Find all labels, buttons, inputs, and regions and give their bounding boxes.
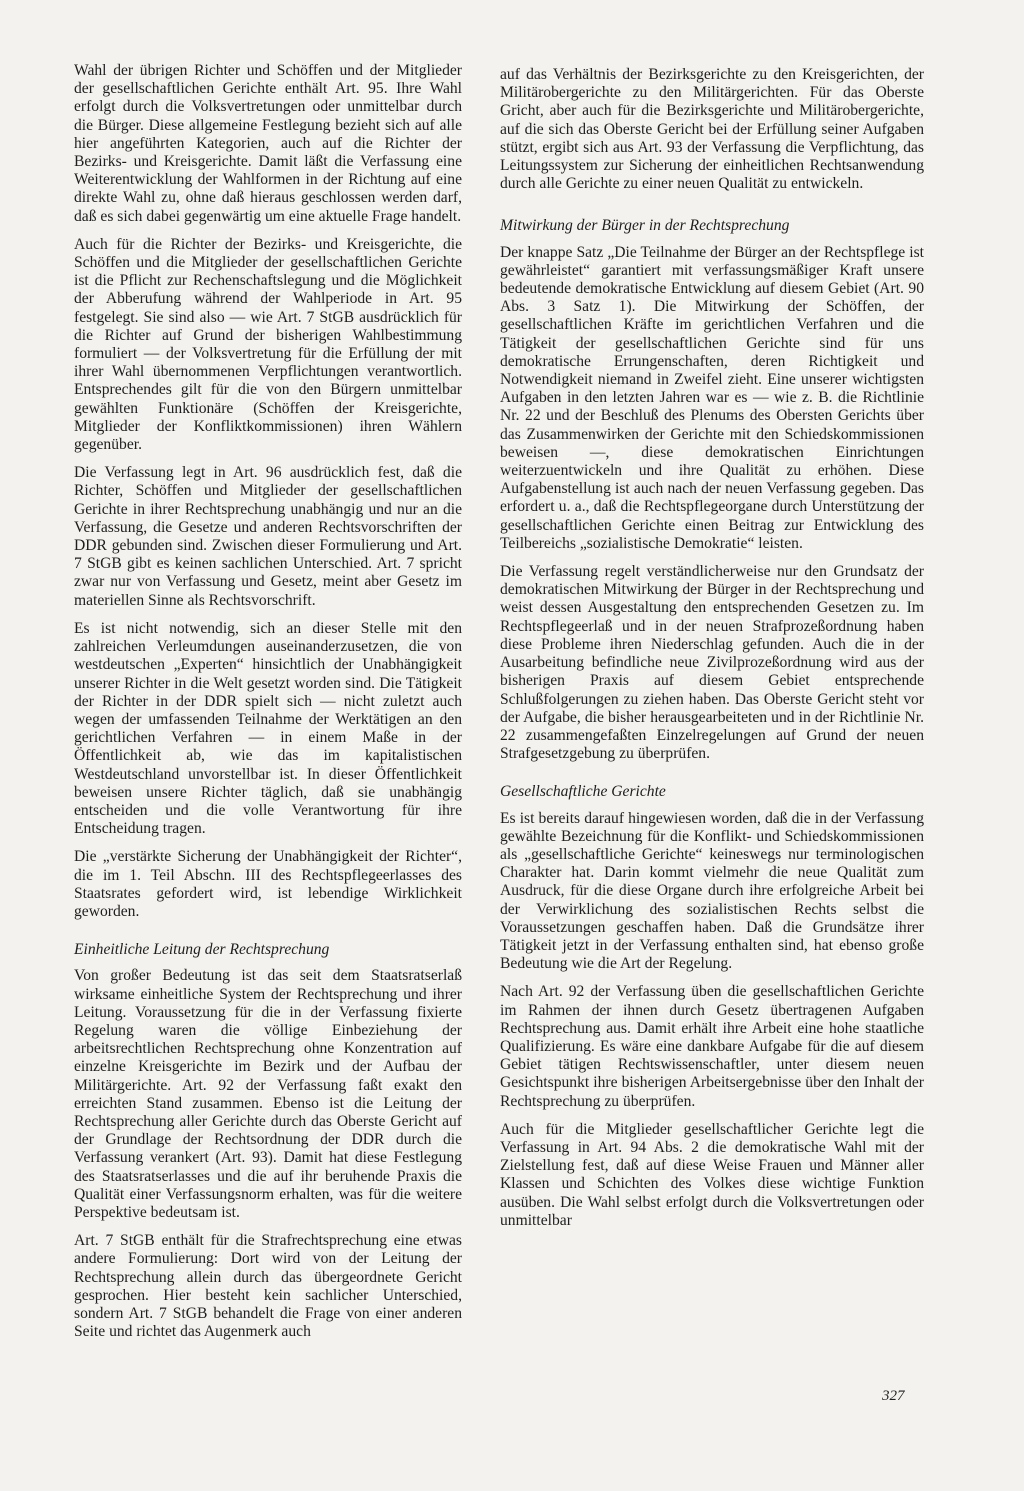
- paragraph: Art. 7 StGB enthält für die Strafrechtsprechung eine etwas andere Formulierung: Dort wird von der Leitung der Rechtsprechung allein durch das übergeordnete Gericht gesprochen. Hier besteht kein sachlicher Unterschied, sondern Art. 7 StGB behandelt die Frage von einer anderen Seite und richtet das Augenmerk auch: [74, 1232, 462, 1341]
- right-column: [500, 66, 924, 1240]
- paragraph: Die Verfassung legt in Art. 96 ausdrücklich fest, daß die Richter, Schöffen und Mitglieder der gesellschaftlichen Gerichte in ihrer Rechtsprechung unabhängig und nur an die Verfassung, die Gesetze und anderen Rechtsvorschriften der DDR gebunden sind. Zwischen dieser Formulierung und Art. 7 StGB gibt es keinen sachlichen Unterschied. Art. 7 spricht zwar nur von Verfassung und Gesetz, meint aber Gesetz im materiellen Sinne als Rechtsvorschrift.: [74, 464, 462, 609]
- left-column: [74, 62, 462, 1351]
- paragraph: Der knappe Satz „Die Teilnahme der Bürger an der Rechtspflege ist gewährleistet“ garantiert mit verfassungsmäßiger Kraft unsere bedeutende demokratische Entwicklung auf diesem Gebiet (Art. 90 Abs. 3 Satz 1). Die Mitwirkung der Schöffen, der gesellschaftlichen Kräfte im gerichtlichen Verfahren und die Tätigkeit der gesellschaftlichen Gerichte sind für uns demokratische Errungenschaften, deren Richtigkeit und Notwendigkeit niemand in Zweifel zieht. Eine unserer wichtigsten Aufgaben in den letzten Jahren war es — wie z. B. die Richtlinie Nr. 22 und der Beschluß des Plenums des Obersten Gerichts über das Zusammenwirken der Gerichte mit den Schiedskommissionen beweisen —, diese demokratischen Einrichtungen weiterzuentwickeln und ihre Qualität zu erhöhen. Diese Aufgabenstellung ist auch nach der neuen Verfassung gegeben. Das erfordert u. a., daß die Rechtspflegeorgane durch Unterstützung der gesellschaftlichen Gerichte einen Beitrag zur Entwicklung des Teilbereichs „sozialistische Demokratie“ leisten.: [500, 243, 924, 552]
- paragraph: Nach Art. 92 der Verfassung üben die gesellschaftlichen Gerichte im Rahmen der ihnen durch Gesetz übertragenen Aufgaben Rechtsprechung aus. Damit erhält ihre Arbeit eine hohe staatliche Qualifizierung. Es wäre eine dankbare Aufgabe für die auf diesem Gebiet tätigen Rechtswissenschaftler, unter diesem neuen Gesichtspunkt ihre bisherigen Arbeitsergebnisse über den Inhalt der Rechtsprechung zu überprüfen.: [500, 983, 924, 1110]
- section-heading: Gesellschaftliche Gerichte: [500, 783, 666, 801]
- section-heading: Mitwirkung der Bürger in der Rechtsprechung: [500, 217, 790, 235]
- section-heading: Einheitliche Leitung der Rechtsprechung: [74, 941, 330, 959]
- paragraph: Es ist bereits darauf hingewiesen worden, daß die in der Verfassung gewählte Bezeichnung für die Konflikt- und Schiedskommissionen als „gesellschaftliche Gerichte“ keineswegs nur terminologischen Charakter hat. Darin kommt vielmehr die neue Qualität zum Ausdruck, für die diese Organe durch ihre erfolgreiche Arbeit bei der Verwirklichung des sozialistischen Rechts selbst die Voraussetzungen geschaffen haben. Daß die Grundsätze ihrer Tätigkeit jetzt in der Verfassung enthalten sind, hat ebenso große Bedeutung wie die Art der Regelung.: [500, 809, 924, 973]
- paragraph: Auch für die Richter der Bezirks- und Kreisgerichte, die Schöffen und die Mitglieder der gesellschaftlichen Gerichte ist die Pflicht zur Rechenschaftslegung und die Möglichkeit der Abberufung während der Wahlperiode in Art. 95 festgelegt. Sie sind also — wie Art. 7 StGB ausdrücklich für die Richter auf Grund der bisherigen Wahlbestimmung formuliert — der Volksvertretung für die Erfüllung der mit ihrer Wahl übernommenen Verpflichtungen verantwortlich. Entsprechendes gilt für die von den Bürgern unmittelbar gewählten Funktionäre (Schöffen der Kreisgerichte, Mitglieder der Konfliktkommissionen) ihren Wählern gegenüber.: [74, 235, 462, 454]
- page-number: 327: [882, 1388, 905, 1404]
- paragraph: Es ist nicht notwendig, sich an dieser Stelle mit den zahlreichen Verleumdungen auseinanderzusetzen, die von westdeutschen „Experten“ hinsichtlich der Unabhängigkeit unserer Richter in die Welt gesetzt worden sind. Die Tätigkeit der Richter in der DDR spielt sich — nicht zuletzt auch wegen der umfassenden Teilnahme der Werktätigen an den gerichtlichen Verfahren — in einem Maße in der Öffentlichkeit ab, wie das im kapitalistischen Westdeutschland unvorstellbar ist. In dieser Öffentlichkeit beweisen unsere Richter täglich, daß sie unabhängig entscheiden und die volle Verantwortung für ihre Entscheidung tragen.: [74, 619, 462, 838]
- paragraph: auf das Verhältnis der Bezirksgerichte zu den Kreisgerichten, der Militärobergerichte zu den Militärgerichten. Für das Oberste Gricht, aber auch für die Bezirksgerichte und Militärobergerichte, auf die sich das Oberste Gericht bei der Erfüllung seiner Aufgaben stützt, ergibt sich aus Art. 93 der Verfassung die Verpflichtung, das Leitungssystem zur Sicherung der einheitlichen Rechtsanwendung durch alle Gerichte zu einer neuen Qualität zu entwickeln.: [500, 66, 924, 193]
- paragraph: Von großer Bedeutung ist das seit dem Staatsratserlaß wirksame einheitliche System der Rechtsprechung und ihrer Leitung. Voraussetzung für die in der Verfassung fixierte Regelung waren die völlige Einbeziehung der arbeitsrechtlichen Rechtsprechung ohne Konzentration auf einzelne Kreisgerichte im Bezirk und der Aufbau der Militärgerichte. Art. 92 der Verfassung faßt exakt den erreichten Stand zusammen. Ebenso ist die Leitung der Rechtsprechung aller Gerichte durch das Oberste Gericht auf der Grundlage der Rechtsordnung der DDR durch die Verfassung verankert (Art. 93). Damit hat diese Festlegung des Staatsratserlasses und die auf ihr beruhende Praxis die Qualität einer Verfassungsnorm erhalten, was für die weitere Perspektive bedeutsam ist.: [74, 967, 462, 1221]
- paragraph: Wahl der übrigen Richter und Schöffen und der Mitglieder der gesellschaftlichen Gerichte enthält Art. 95. Ihre Wahl erfolgt durch die Volksvertretungen oder unmittelbar durch die Bürger. Diese allgemeine Festlegung bezieht sich auf alle hier angeführten Kategorien, auch auf die Richter der Bezirks- und Kreisgerichte. Damit läßt die Verfassung eine Weiterentwicklung der Wahlformen in der Richtung auf eine direkte Wahl zu, ohne daß hieraus geschlossen werden darf, daß es sich dabei gegenwärtig um eine aktuelle Frage handelt.: [74, 62, 462, 225]
- paragraph: Auch für die Mitglieder gesellschaftlicher Gerichte legt die Verfassung in Art. 94 Abs. 2 die demokratische Wahl mit der Zielstellung fest, daß auf diese Weise Frauen und Männer aller Klassen und Schichten des Volkes diese wichtige Funktion ausüben. Die Wahl selbst erfolgt durch die Volksvertretungen oder unmittelbar: [500, 1120, 924, 1229]
- paragraph: Die „verstärkte Sicherung der Unabhängigkeit der Richter“, die im 1. Teil Abschn. III des Rechtspflegeerlasses des Staatsrates gefordert wird, ist lebendige Wirklichkeit geworden.: [74, 848, 462, 920]
- paragraph: Die Verfassung regelt verständlicherweise nur den Grundsatz der demokratischen Mitwirkung der Bürger in der Rechtsprechung und weist dessen Ausgestaltung den entsprechenden Gesetzen zu. Im Rechtspflegeerlaß und in der neuen Strafprozeßordnung haben diese Probleme ihren Niederschlag gefunden. Auch die in der Ausarbeitung befindliche neue Zivilprozeßordnung wird aus der bisherigen Praxis auf diesem Gebiet entsprechende Schlußfolgerungen zu ziehen haben. Das Oberste Gericht steht vor der Aufgabe, die bisher herausgearbeiteten und in der Richtlinie Nr. 22 zusammengefaßten Einzelregelungen auf Grund der neuen Strafgesetzgebung zu überprüfen.: [500, 563, 924, 763]
